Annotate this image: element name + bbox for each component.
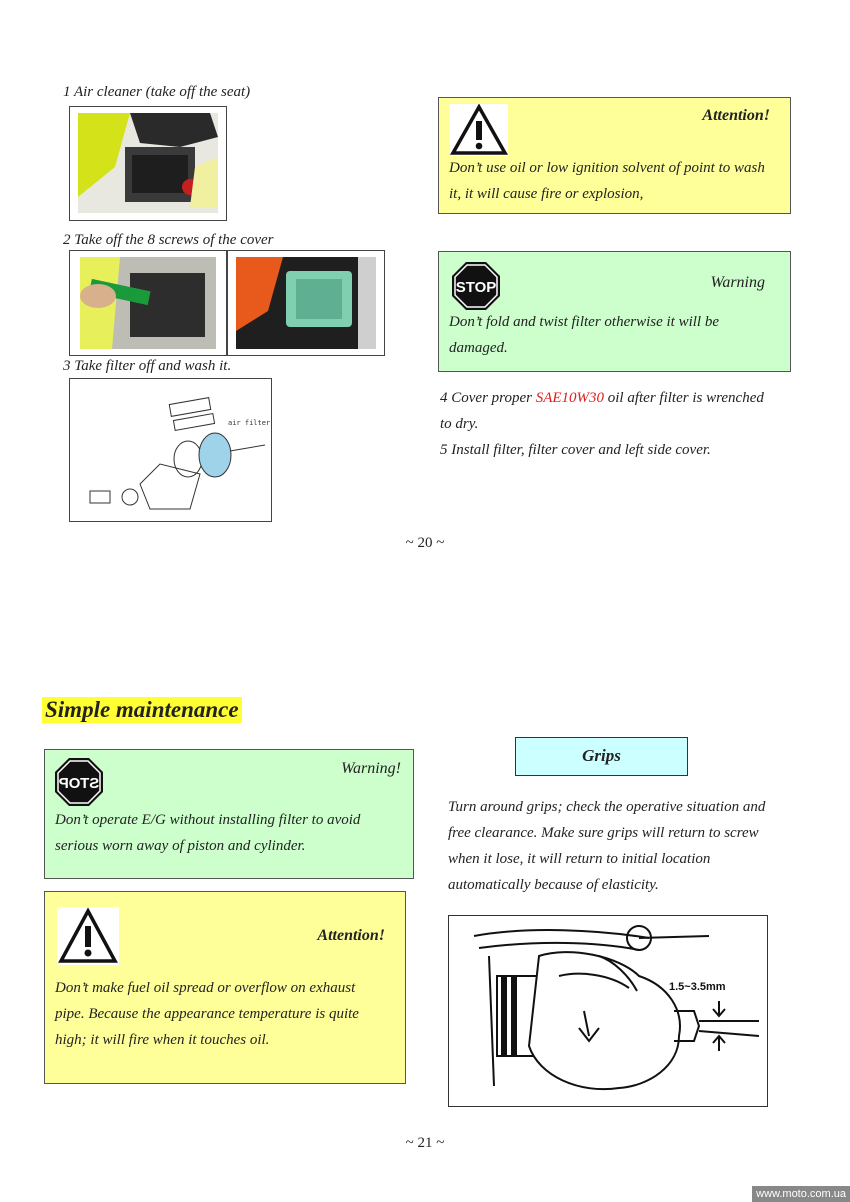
step-4-text-line2: to dry. <box>440 416 479 432</box>
warning-title: Warning <box>710 274 765 291</box>
warning-box-filter <box>438 251 791 372</box>
stop-sign-icon-mirrored <box>53 756 105 808</box>
air-filter-callout: air filter <box>228 419 270 427</box>
oil-grade: SAE10W30 <box>535 390 605 406</box>
step-2-label: 2 Take off the 8 screws of the cover <box>63 232 274 248</box>
attention-text-line1: Don’t use oil or low ignition solvent of point to wash <box>449 160 765 176</box>
page-number-20: ~ 20 ~ <box>405 535 445 551</box>
page-number-21: ~ 21 ~ <box>405 1135 445 1151</box>
attention-title-21: Attention! <box>317 927 385 944</box>
warning-box-engine <box>44 749 414 879</box>
stop-sign-icon <box>450 260 502 312</box>
attention-box-fuel <box>44 891 406 1084</box>
section-heading: Simple maintenance <box>42 697 242 723</box>
warning-21-text-line2: serious worn away of piston and cylinder. <box>55 838 306 854</box>
screws-photo-left <box>69 250 227 356</box>
step-3-label: 3 Take filter off and wash it. <box>63 358 232 374</box>
warning-triangle-icon <box>57 907 119 965</box>
grips-text-line2: free clearance. Make sure grips will return to screw <box>448 825 759 841</box>
warning-text-line1: Don’t fold and twist filter otherwise it will be <box>449 314 720 330</box>
screws-photo-right <box>227 250 385 356</box>
grips-text-line1: Turn around grips; check the operative situation and <box>448 799 766 815</box>
grips-title: Grips <box>515 737 688 776</box>
grips-text-line3: when it lose, it will return to initial location <box>448 851 711 867</box>
warning-text-line2: damaged. <box>449 340 508 356</box>
warning-triangle-icon <box>450 104 508 156</box>
step-4-text: 4 Cover proper SAE10W30 oil after filter is wrenched <box>440 390 764 406</box>
step-5-text: 5 Install filter, filter cover and left side cover. <box>440 442 711 458</box>
attention-text-line2: it, it will cause fire or explosion, <box>449 186 644 202</box>
filter-diagram <box>69 378 272 522</box>
step-1-label: 1 Air cleaner (take off the seat) <box>63 84 251 100</box>
air-cleaner-photo <box>69 106 227 221</box>
attention-21-text-line3: high; it will fire when it touches oil. <box>55 1032 270 1048</box>
svg-text:STOP: STOP <box>58 775 100 792</box>
site-watermark: www.moto.com.ua <box>752 1186 850 1202</box>
grip-illustration <box>448 915 768 1107</box>
attention-title: Attention! <box>702 107 770 124</box>
svg-text:STOP: STOP <box>455 279 497 296</box>
attention-21-text-line1: Don’t make fuel oil spread or overflow on exhaust <box>55 980 356 996</box>
attention-box-fire <box>438 97 791 214</box>
grips-text-line4: automatically because of elasticity. <box>448 877 659 893</box>
warning-21-text-line1: Don’t operate E/G without installing filter to avoid <box>55 812 361 828</box>
attention-21-text-line2: pipe. Because the appearance temperature is quite <box>55 1006 359 1022</box>
grip-dimension-label: 1.5~3.5mm <box>669 981 726 993</box>
warning-title-21: Warning! <box>341 760 401 777</box>
